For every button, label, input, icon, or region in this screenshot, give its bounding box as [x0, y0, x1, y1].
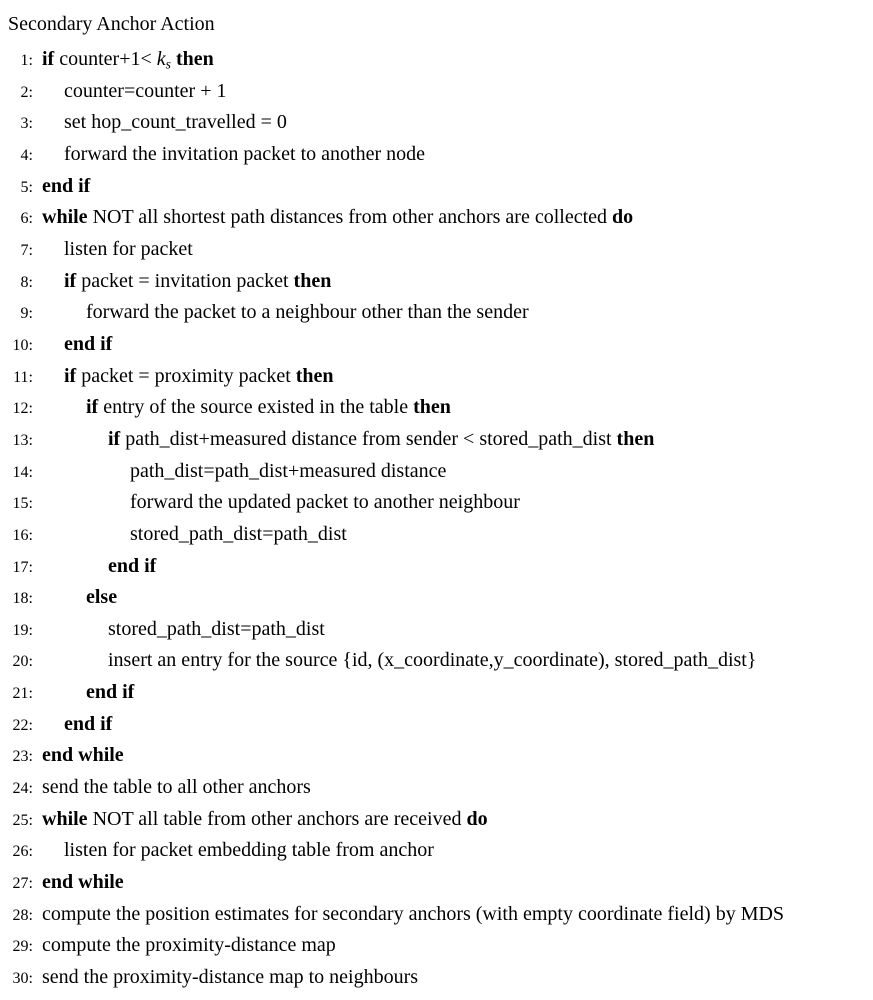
- line-number: 27:: [12, 875, 33, 893]
- line-content: [42, 835, 434, 867]
- segment-plain: counter=counter + 1: [64, 79, 227, 102]
- line-content: [42, 139, 425, 171]
- segment-keyword: end if: [64, 332, 113, 355]
- algorithm-line-8: [7, 266, 867, 298]
- algorithm-line-14: [7, 456, 867, 488]
- segment-keyword: then: [413, 396, 451, 419]
- line-number: 17:: [12, 558, 33, 576]
- algorithm-line-24: [7, 772, 867, 804]
- segment-keyword: do: [466, 807, 488, 830]
- segment-plain: set hop_count_travelled = 0: [64, 111, 287, 134]
- line-content: [42, 266, 331, 298]
- segment-keyword: end if: [64, 712, 113, 735]
- segment-keyword: if: [42, 48, 55, 70]
- segment-keyword: if: [86, 396, 99, 419]
- segment-plain: stored_path_dist=path_dist: [108, 617, 325, 640]
- line-number: 21:: [12, 685, 33, 703]
- line-number: 28:: [12, 906, 33, 924]
- line-content: [42, 772, 311, 804]
- segment-math: k: [156, 48, 166, 70]
- line-content: [42, 44, 214, 76]
- algorithm-line-1: [7, 44, 867, 76]
- algorithm-line-27: [7, 867, 867, 899]
- algorithm-line-10: [7, 329, 867, 361]
- line-content: [42, 234, 193, 266]
- algorithm-line-12: [7, 392, 867, 424]
- algorithm-line-18: [7, 582, 867, 614]
- algorithm-line-20: [7, 645, 867, 677]
- segment-plain: entry of the source existed in the table: [98, 396, 414, 419]
- algorithm-line-23: [7, 740, 867, 772]
- segment-plain: compute the position estimates for secondary anchors (with empty coordinate field) by MDS: [42, 902, 785, 925]
- segment-plain: NOT all table from other anchors are received: [87, 807, 467, 830]
- segment-keyword: if: [64, 269, 77, 292]
- line-content: [42, 171, 90, 203]
- line-number: 29:: [12, 938, 33, 956]
- line-number: 3:: [20, 115, 33, 133]
- segment-plain: send the proximity-distance map to neighbours: [42, 966, 419, 989]
- segment-plain: path_dist+measured distance from sender < stored_path_dist: [120, 427, 617, 450]
- algorithm-line-16: [7, 519, 867, 551]
- line-number: 9:: [20, 305, 33, 323]
- line-number: 13:: [12, 431, 33, 449]
- line-content: [42, 804, 488, 836]
- segment-keyword: then: [295, 364, 334, 387]
- line-number: 24:: [12, 780, 33, 798]
- segment-plain: forward the packet to a neighbour other than the sender: [86, 301, 529, 324]
- segment-keyword: end while: [42, 744, 124, 767]
- line-number: 30:: [12, 970, 33, 988]
- segment-plain: insert an entry for the source {id, (x_coordinate,y_coordinate), stored_path_dist}: [108, 649, 757, 672]
- line-number: 15:: [12, 495, 33, 513]
- line-number: 10:: [12, 336, 33, 354]
- segment-plain: compute the proximity-distance map: [42, 934, 336, 957]
- algorithm-title: Secondary Anchor Action: [8, 13, 215, 35]
- segment-plain: NOT all shortest path distances from other anchors are collected: [87, 206, 613, 229]
- line-number: 6:: [20, 210, 33, 228]
- algorithm-line-26: [7, 835, 867, 867]
- algorithm-line-29: [7, 930, 867, 962]
- algorithm-line-7: [7, 234, 867, 266]
- line-number: 14:: [12, 463, 33, 481]
- line-content: [42, 329, 112, 361]
- segment-plain: packet = invitation packet: [76, 269, 294, 292]
- line-content: [42, 424, 654, 456]
- line-number: 26:: [12, 843, 33, 861]
- line-content: [42, 645, 756, 677]
- algorithm-line-22: [7, 709, 867, 741]
- line-content: [42, 487, 520, 519]
- line-content: [42, 202, 633, 234]
- algorithm-lines: [7, 44, 867, 994]
- segment-plain: listen for packet: [64, 237, 193, 260]
- segment-plain: send the table to all other anchors: [42, 776, 311, 799]
- algorithm-line-5: [7, 171, 867, 203]
- algorithm-line-4: [7, 139, 867, 171]
- algorithm-line-15: [7, 487, 867, 519]
- line-content: [42, 582, 117, 614]
- line-content: [42, 962, 418, 994]
- line-content: [42, 899, 784, 931]
- segment-keyword: else: [86, 586, 118, 609]
- segment-keyword: end if: [86, 681, 135, 704]
- line-number: 1:: [20, 52, 33, 69]
- algorithm-line-30: [7, 962, 867, 994]
- line-number: 7:: [20, 241, 33, 259]
- line-number: 16:: [12, 526, 33, 544]
- line-number: 22:: [12, 716, 33, 734]
- segment-plain: path_dist=path_dist+measured distance: [130, 459, 447, 482]
- line-content: [42, 456, 446, 488]
- segment-mathsub: s: [165, 56, 171, 72]
- line-number: 2:: [20, 83, 33, 101]
- line-number: 5:: [20, 178, 33, 196]
- segment-keyword: then: [293, 269, 332, 292]
- line-number: 8:: [20, 273, 33, 291]
- line-content: [42, 614, 325, 646]
- segment-plain: forward the invitation packet to another node: [64, 142, 425, 165]
- segment-keyword: while: [42, 206, 88, 229]
- line-number: 23:: [12, 748, 33, 766]
- segment-keyword: then: [175, 48, 214, 70]
- segment-plain: stored_path_dist=path_dist: [130, 522, 347, 545]
- algorithm-line-9: [7, 297, 867, 329]
- algorithm-line-21: [7, 677, 867, 709]
- line-content: [42, 107, 287, 139]
- line-content: [42, 709, 112, 741]
- segment-plain: forward the updated packet to another neighbour: [130, 491, 520, 514]
- line-content: [42, 551, 156, 583]
- line-number: 4:: [20, 146, 33, 164]
- line-number: 20:: [12, 653, 33, 671]
- segment-keyword: if: [64, 364, 77, 387]
- line-content: [42, 867, 124, 899]
- line-number: 12:: [12, 400, 33, 418]
- line-content: [42, 740, 124, 772]
- line-number: 11:: [13, 368, 33, 386]
- segment-keyword: if: [108, 427, 121, 450]
- segment-keyword: end if: [42, 174, 91, 197]
- line-content: [42, 519, 347, 551]
- segment-keyword: while: [42, 807, 88, 830]
- line-content: [42, 930, 336, 962]
- segment-keyword: end if: [108, 554, 157, 577]
- algorithm-line-13: [7, 424, 867, 456]
- segment-keyword: then: [616, 427, 655, 450]
- segment-plain: counter+1<: [54, 48, 157, 70]
- algorithm-line-2: [7, 76, 867, 108]
- line-content: [42, 297, 529, 329]
- line-number: 18:: [12, 590, 33, 608]
- line-content: [42, 392, 451, 424]
- line-number: 19:: [12, 621, 33, 639]
- algorithm-line-25: [7, 804, 867, 836]
- algorithm-line-11: [7, 361, 867, 393]
- line-content: [42, 361, 334, 393]
- line-content: [42, 76, 227, 108]
- segment-plain: listen for packet embedding table from anchor: [64, 839, 434, 862]
- segment-plain: packet = proximity packet: [76, 364, 296, 387]
- segment-keyword: end while: [42, 871, 124, 894]
- algorithm-line-6: [7, 202, 867, 234]
- algorithm-line-17: [7, 551, 867, 583]
- algorithm-line-28: [7, 899, 867, 931]
- segment-keyword: do: [612, 206, 634, 229]
- line-number: 25:: [12, 811, 33, 829]
- algorithm-line-3: [7, 107, 867, 139]
- line-content: [42, 677, 134, 709]
- algorithm-line-19: [7, 614, 867, 646]
